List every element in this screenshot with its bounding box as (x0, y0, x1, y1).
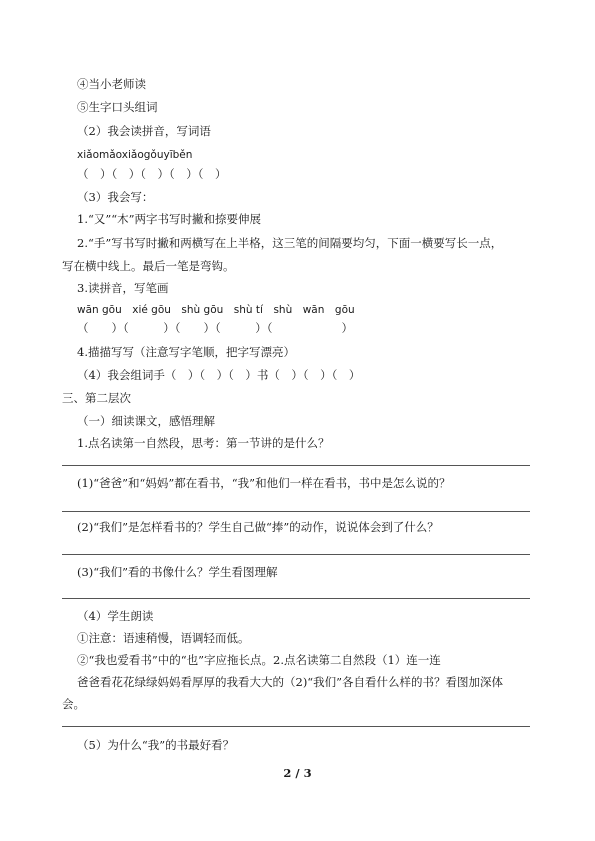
text-line: （4）学生朗读 (77, 609, 154, 623)
text-line: ⑤生字口头组词 (77, 100, 158, 114)
answer-line (62, 726, 530, 727)
text-line: 爸爸看花花绿绿妈妈看厚厚的我看大大的（2)“我们”各自看什么样的书？看图加深体 (77, 675, 504, 689)
text-line: ①注意：语速稍慢，语调轻而低。 (77, 631, 250, 645)
answer-line (62, 465, 530, 466)
blank-brackets: （ ）（ ）（ ）（ ）（ ） (77, 321, 353, 335)
text-line: 会。 (62, 697, 85, 711)
blank-brackets: （ ）（ ）（ ）（ ）（ ） (77, 167, 227, 181)
answer-line (62, 511, 530, 512)
text-line: 4.描描写写（注意写字笔顺，把字写漂亮） (77, 345, 295, 359)
question-text: (3)“我们”看的书像什么？学生看图理解 (77, 565, 278, 579)
text-line: ④当小老师读 (77, 77, 146, 91)
subsection-heading: （一）细读课文，感悟理解 (77, 414, 215, 428)
text-line: 3.读拼音，写笔画 (77, 281, 169, 295)
pinyin-line: xiǎomǎoxiǎogǒuyīběn (77, 149, 193, 161)
question-text: 1.点名读第一自然段，思考：第一节讲的是什么？ (77, 436, 330, 450)
text-line: 写在横中线上。最后一笔是弯钩。 (62, 259, 235, 273)
page-number: 2 / 3 (283, 766, 312, 780)
section-heading: 三、第二层次 (62, 391, 131, 405)
answer-line (62, 554, 530, 555)
text-line: （2）我会读拼音，写词语 (77, 124, 211, 138)
answer-line (62, 598, 530, 599)
text-line: （4）我会组词手（ ）（ ）（ ）书（ ）（ ）（ ） (77, 368, 361, 382)
pinyin-line: wān gōu xié gōu shù gōu shù tí shù wān gōu (77, 304, 355, 316)
text-line: （3）我会写： (77, 190, 154, 204)
question-text: (1)“爸爸”和“妈妈”都在看书，“我”和他们一样在看书，书中是怎么说的？ (77, 476, 451, 490)
text-line: 1.“又”“木”两字书写时撇和捺要伸展 (77, 212, 261, 226)
text-line: 2.“手”写书写时撇和两横写在上半格，这三笔的间隔要均匀，下面一横要写长一点， (77, 236, 503, 250)
question-text: （5）为什么“我”的书最好看？ (77, 738, 235, 752)
text-line: ②“我也爱看书”中的“也”字应拖长点。2.点名读第二自然段（1）连一连 (77, 653, 441, 667)
question-text: (2)“我们”是怎样看书的？学生自己做“捧”的动作，说说体会到了什么？ (77, 520, 439, 534)
